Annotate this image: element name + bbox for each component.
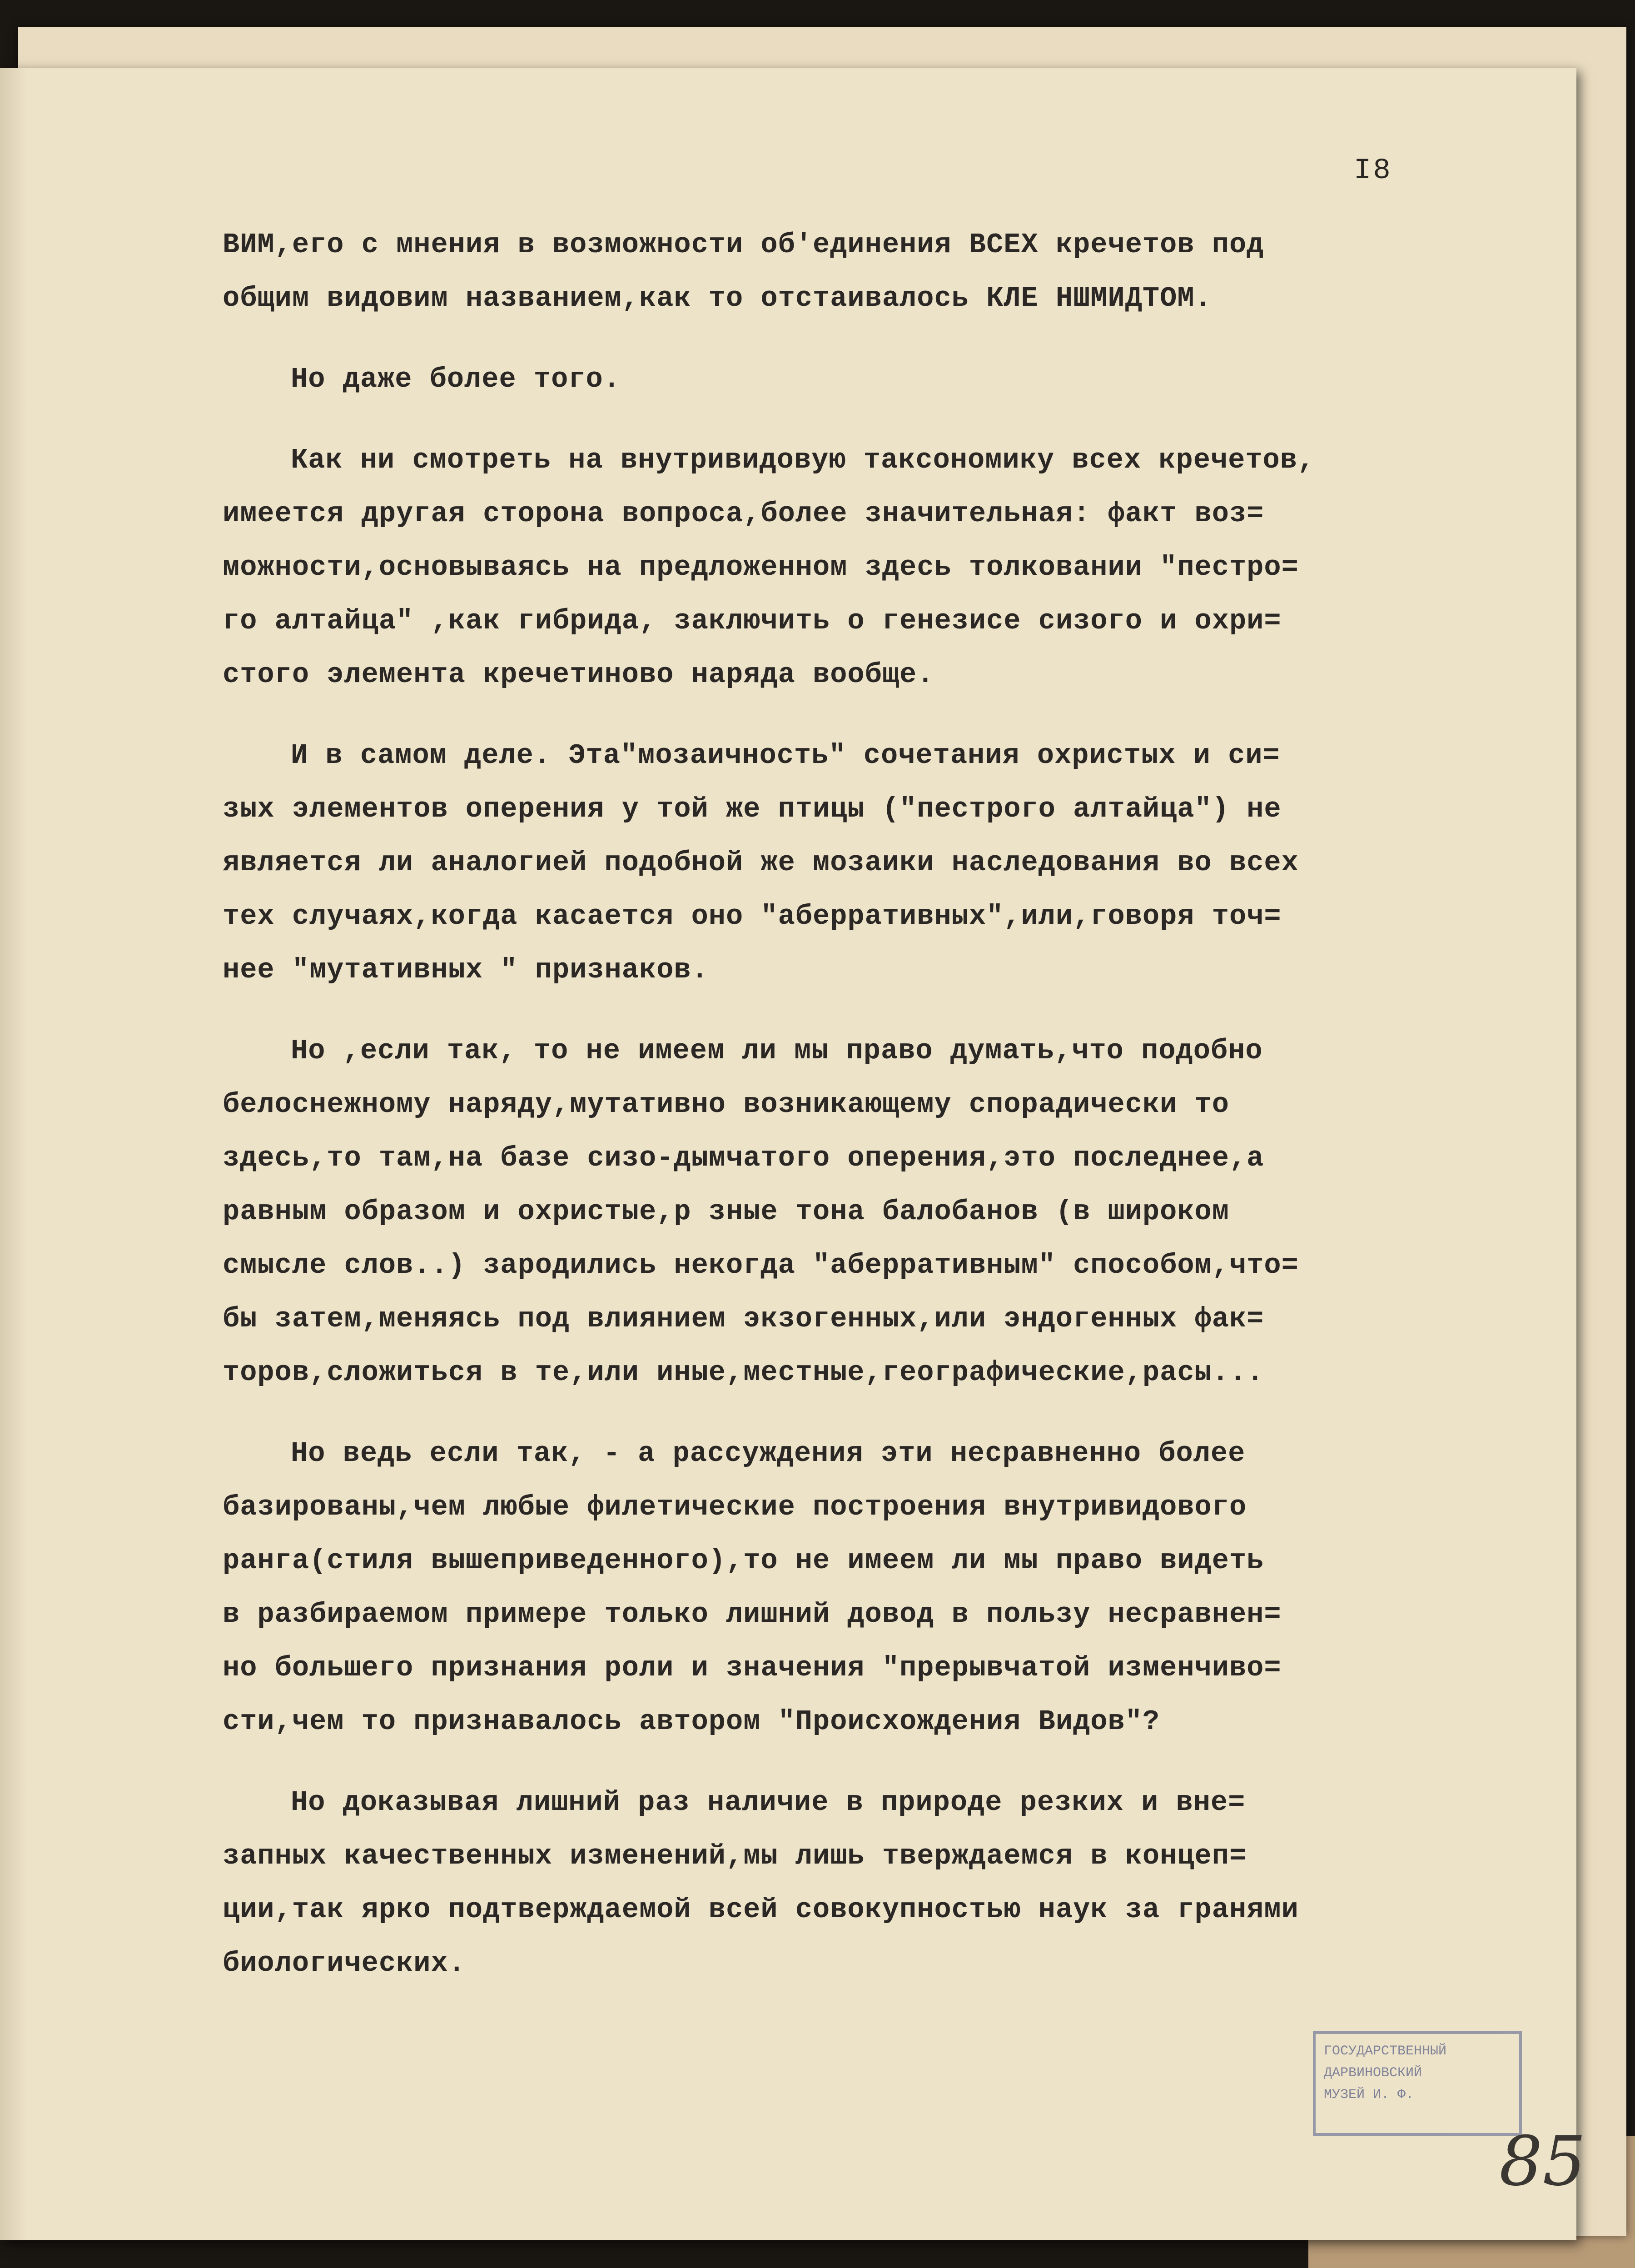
stamp-line: ДАРВИНОВСКИЙ — [1324, 2065, 1422, 2081]
text-line: Но даже более того. — [291, 363, 621, 395]
text-line: здесь,то там,на базе сизо-дымчатого оперения,это последнее,а — [223, 1142, 1264, 1174]
page-number: I8 — [1354, 155, 1392, 187]
paragraph-gap — [223, 702, 1486, 729]
paragraph-gap — [223, 325, 1486, 353]
text-line: запных качественных изменений,мы лишь тверждаемся в концеп= — [223, 1840, 1247, 1872]
museum-stamp — [1313, 2031, 1522, 2136]
paragraph-gap — [223, 1749, 1486, 1776]
handwritten-folio-number: 85 — [1499, 2122, 1586, 2201]
text-line: биологических. — [223, 1947, 466, 1979]
text-line: сти,чем то признавалось автором "Происхождения Видов"? — [223, 1705, 1160, 1738]
text-line: стого элемента кречетиново наряда вообще. — [223, 658, 934, 691]
text-line: ции,так ярко подтверждаемой всей совокупностью наук за гранями — [223, 1894, 1299, 1926]
stamp-line: ГОСУДАРСТВЕННЫЙ — [1324, 2044, 1447, 2059]
text-line: ВИМ,его с мнения в возможности об'единения ВСЕХ кречетов под — [223, 229, 1264, 261]
text-line: можности,основываясь на предложенном здесь толковании "пестро= — [223, 551, 1299, 583]
text-line: нее "мутативных " признаков. — [223, 954, 709, 986]
text-line: имеется другая сторона вопроса,более значительная: факт воз= — [223, 498, 1264, 530]
paragraph-gap — [223, 406, 1486, 434]
text-line: ранга(стиля вышеприведенного),то не имеем ли мы право видеть — [223, 1545, 1264, 1577]
text-line: в разбираемом примере только лишний довод в пользу несравнен= — [223, 1598, 1282, 1630]
page-binding-edge — [0, 68, 27, 2240]
text-line: И в самом деле. Эта"мозаичность" сочетания охристых и си= — [291, 739, 1280, 772]
paragraph-gap — [223, 997, 1486, 1024]
text-line: го алтайца" ,как гибрида, заключить о генезисе сизого и охри= — [223, 605, 1282, 637]
text-line: торов,сложиться в те,или иные,местные,географические,расы... — [223, 1356, 1264, 1389]
text-line: белоснежному наряду,мутативно возникающему спорадически то — [223, 1088, 1229, 1121]
text-line: смысле слов..) зародились некогда "аберративным" способом,что= — [223, 1249, 1299, 1281]
text-line: но большего признания роли и значения "прерывчатой изменчиво= — [223, 1652, 1282, 1684]
typewritten-text — [223, 218, 1486, 1990]
text-line: Но ,если так, то не имеем ли мы право думать,что подобно — [291, 1035, 1263, 1067]
text-line: зых элементов оперения у той же птицы ("пестрого алтайца") не — [223, 793, 1282, 825]
text-line: является ли аналогией подобной же мозаики наследования во всех — [223, 847, 1299, 879]
text-line: Но ведь если так, - а рассуждения эти несравненно более — [291, 1437, 1246, 1470]
text-line: тех случаях,когда касается оно "аберративных",или,говоря точ= — [223, 900, 1282, 932]
text-line: равным образом и охристые,р зные тона балобанов (в широком — [223, 1196, 1229, 1228]
text-line: Но доказывая лишний раз наличие в природе резких и вне= — [291, 1786, 1246, 1819]
text-line: общим видовим названием,как то отстаивалось КЛЕ НШМИДТОМ. — [223, 282, 1212, 314]
text-line: бы затем,меняясь под влиянием экзогенных,или эндогенных фак= — [223, 1303, 1264, 1335]
document-page — [0, 68, 1586, 2240]
text-line: Как ни смотреть на внутривидовую таксономику всех кречетов, — [291, 444, 1315, 476]
stamp-line: МУЗЕЙ И. Ф. — [1324, 2087, 1414, 2103]
text-line: базированы,чем любые филетические построения внутривидового — [223, 1491, 1247, 1523]
paragraph-gap — [223, 1400, 1486, 1427]
